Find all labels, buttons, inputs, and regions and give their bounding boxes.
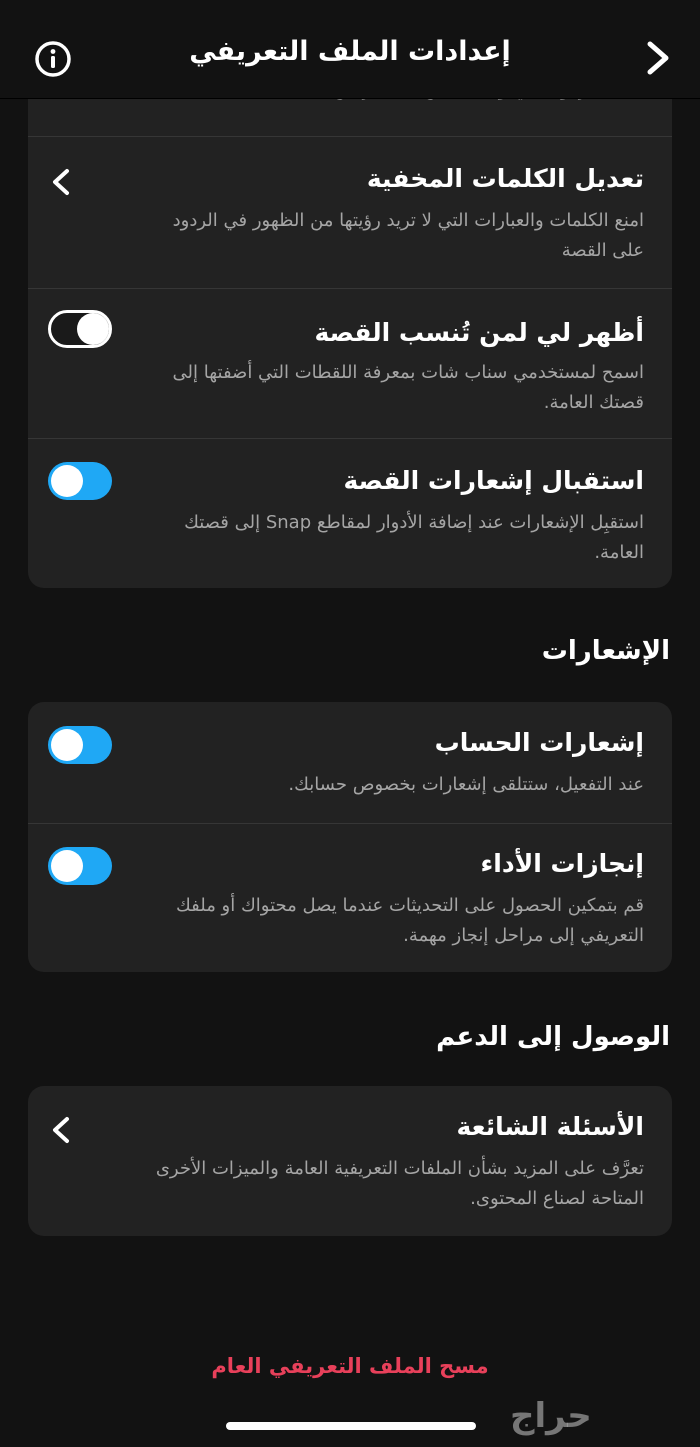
performance-milestones-row	[28, 823, 672, 972]
info-icon[interactable]	[34, 40, 72, 78]
show-attribution-row	[28, 288, 672, 438]
toggle-knob	[51, 729, 83, 761]
story-notifications-title: استقبال إشعارات القصة	[343, 466, 644, 495]
account-notifications-description: عند التفعيل، ستتلقى إشعارات بخصوص حسابك.	[288, 774, 644, 795]
divider	[28, 438, 672, 439]
performance-milestones-toggle[interactable]	[48, 847, 112, 885]
performance-milestones-description: قم بتمكين الحصول على التحديثات عندما يصل محتواك أو ملفك التعريفي إلى مراحل إنجاز مهمة.	[175, 895, 644, 946]
chevron-left-icon[interactable]	[50, 166, 72, 198]
faq-row[interactable]	[28, 1086, 672, 1236]
toggle-knob	[51, 850, 83, 882]
notifications-heading: الإشعارات	[541, 636, 670, 666]
home-indicator	[226, 1422, 476, 1430]
support-heading: الوصول إلى الدعم	[436, 1022, 670, 1052]
divider	[28, 288, 672, 289]
top-navigation-bar	[0, 0, 700, 99]
hidden-words-title: تعديل الكلمات المخفية	[366, 164, 644, 193]
story-settings-card	[28, 40, 672, 588]
show-attribution-toggle[interactable]	[48, 310, 112, 348]
divider	[28, 823, 672, 824]
show-attribution-description: اسمح لمستخدمي سناب شات بمعرفة اللقطات التي أضفتها إلى قصتك العامة.	[172, 362, 644, 413]
story-notifications-row	[28, 438, 672, 588]
toggle-knob	[77, 313, 109, 345]
show-attribution-title: أظهر لي لمن تُنسب القصة	[314, 318, 644, 347]
account-notifications-title: إشعارات الحساب	[434, 728, 644, 757]
account-notifications-row	[28, 702, 672, 824]
hidden-words-description: امنع الكلمات والعبارات التي لا تريد رؤيتها من الظهور في الردود على القصة	[172, 210, 644, 261]
hidden-words-row[interactable]	[28, 136, 672, 286]
performance-milestones-title: إنجازات الأداء	[480, 849, 644, 878]
notifications-card	[28, 702, 672, 972]
story-notifications-description: استقبِل الإشعارات عند إضافة الأدوار لمقاطع Snap إلى قصتك العامة.	[184, 512, 644, 563]
account-notifications-toggle[interactable]	[48, 726, 112, 764]
story-notifications-toggle[interactable]	[48, 462, 112, 500]
toggle-knob	[51, 465, 83, 497]
faq-description: تعرَّف على المزيد بشأن الملفات التعريفية العامة والميزات الأخرى المتاحة لصناع المحتوى.	[155, 1158, 644, 1209]
support-card	[28, 1086, 672, 1236]
page-title: إعدادات الملف التعريفي	[189, 36, 511, 67]
clear-public-profile-button[interactable]: مسح الملف التعريفي العام	[211, 1354, 489, 1378]
chevron-left-icon[interactable]	[50, 1114, 72, 1146]
faq-title: الأسئلة الشائعة	[456, 1112, 644, 1141]
watermark-logo: حراج	[510, 1396, 592, 1436]
divider	[28, 136, 672, 137]
